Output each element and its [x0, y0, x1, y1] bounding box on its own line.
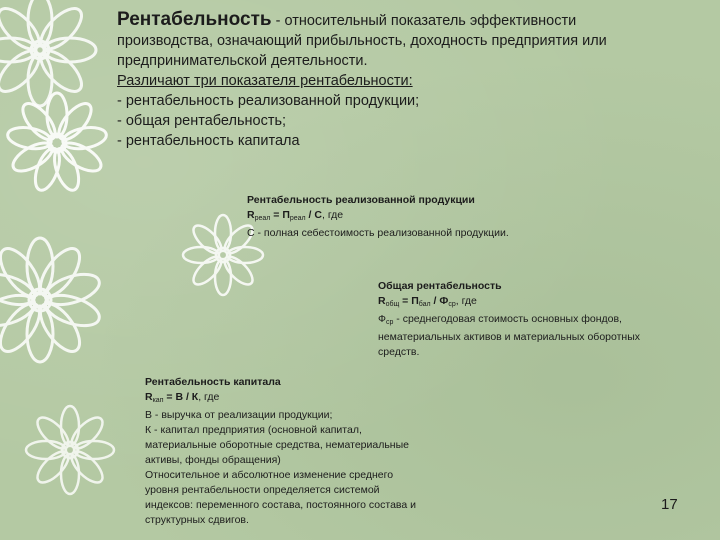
formula-description: активы, фонды обращения) — [145, 454, 281, 466]
page-number: 17 — [661, 496, 678, 513]
list-item: - общая рентабельность; — [117, 113, 287, 129]
definition-line-3: предпринимательской деятельности. — [117, 53, 368, 69]
formula: $R_{реал} = П_{реал} / С$, где — [247, 209, 344, 222]
formula-description: индексов: переменного состава, постоянного состава и — [145, 499, 416, 511]
list-heading: Различают три показателя рентабельности: — [117, 73, 413, 89]
main-text — [117, 10, 707, 151]
formula-description: средств. — [378, 346, 420, 358]
formula-description: В - выручка от реализации продукции; — [145, 409, 333, 421]
formula: $R_{общ} = П_{бал} / Ф_{ср}$, где — [378, 295, 477, 308]
formula-description: К - капитал предприятия (основной капитал, — [145, 424, 362, 436]
block-title: Рентабельность реализованной продукции — [247, 194, 475, 206]
formula: $R_{кап} = В / К$, где — [145, 391, 220, 404]
block-product-profitability — [247, 193, 509, 241]
formula-description: материальные оборотные средства, нематериальные — [145, 439, 409, 451]
formula-description: Относительное и абсолютное изменение среднего — [145, 469, 394, 481]
block-title: Общая рентабельность — [378, 280, 502, 292]
formula-description: структурных сдвигов. — [145, 514, 249, 526]
formula-description: нематериальных активов и материальных оборотных — [378, 331, 641, 343]
formula-description: С - полная себестоимость реализованной продукции. — [247, 227, 509, 239]
formula-description: уровня рентабельности определяется системой — [145, 484, 380, 496]
formula-description: $Ф_{ср}$ - среднегодовая стоимость основных фондов, — [378, 313, 622, 326]
block-capital-profitability — [145, 375, 416, 528]
definition-line-2: производства, означающий прибыльность, доходность предприятия или — [117, 33, 607, 49]
title-rest: - относительный показатель эффективности — [271, 13, 577, 29]
block-title: Рентабельность капитала — [145, 376, 281, 388]
definition-line-1 — [117, 10, 707, 31]
list-item: - рентабельность капитала — [117, 133, 300, 149]
list-item: - рентабельность реализованной продукции; — [117, 93, 420, 109]
block-total-profitability — [378, 279, 640, 360]
slide-title: Рентабельность — [117, 9, 272, 30]
